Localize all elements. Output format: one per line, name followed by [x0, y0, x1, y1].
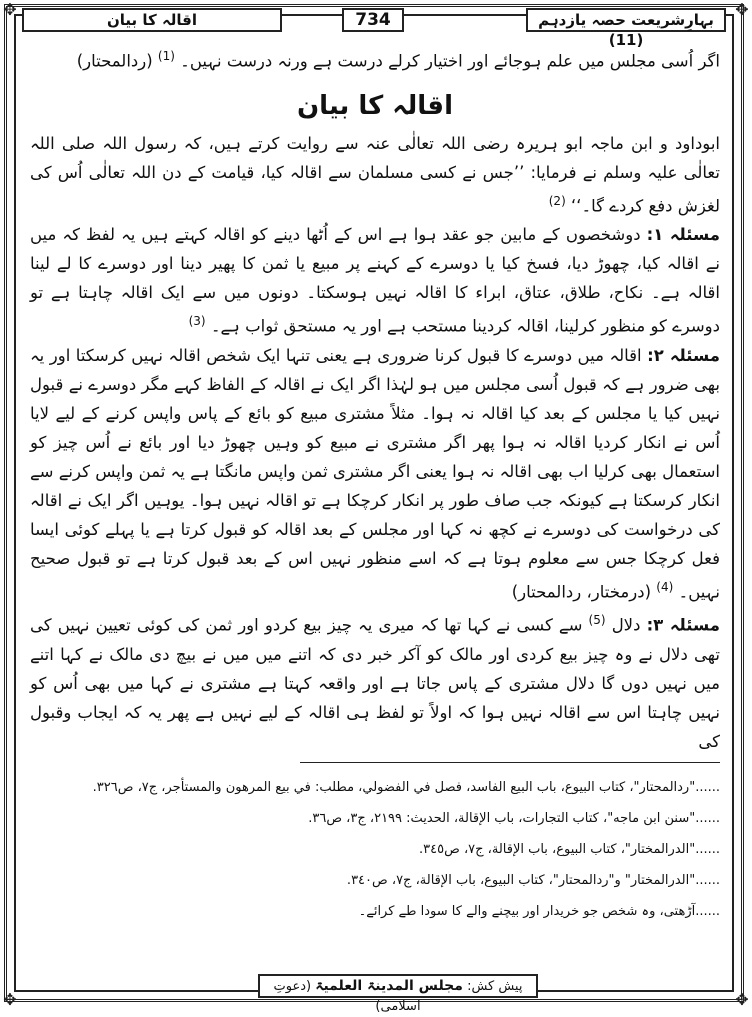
- publisher-name: مجلس المدینۃ العلمیۃ: [315, 978, 463, 994]
- page-header: [22, 6, 726, 49]
- corner-ornament-icon: ✥: [3, 990, 17, 1009]
- page-number: 734: [342, 8, 404, 32]
- publisher-prefix: پیش کش:: [467, 979, 523, 994]
- page-body: [30, 42, 720, 756]
- top-paragraph: [30, 42, 720, 76]
- footnotes: [60, 772, 720, 927]
- masla-text: اقالہ میں دوسرے کا قبول کرنا ضروری ہے یعنی تنہا ایک شخص اقالہ نہیں کرسکتا اور یہ بھی ضرور ہے کہ قبول اُسی مجلس میں ہو لہٰذا اگر ایک نے اقالہ کے الفاظ کہے مگر دوسرے نے قبول نہیں کیا یا مجلس کے بعد کیا اقالہ نہ ہوا۔ مثلاً مشتری مبیع کو بائع کے پاس واپس کرنے کے لیے لایا اُس نے انکار کردیا اقالہ نہ ہوا پھر اگر مشتری نے مبیع کو وہیں چھوڑ دیا اور بائع نے اُس چیز کو استعمال بھی کرلیا اب بھی اقالہ نہ ہوا یعنی اگر مشتری ثمن واپس مانگتا ہے یہ ثمن واپس کرنے سے انکار کرسکتا ہے کیونکہ جب صاف طور پر انکار کرچکا ہے تو اقالہ نہیں ہوا۔ یوہیں اگر ایک نے اقالہ کی درخواست کی دوسرے نے کچھ نہ کہا اور مجلس کے بعد اقالہ کو قبول کرتا ہے یا پہلے کوئی ایسا فعل کرچکا جس سے معلوم ہوتا ہے کہ اسے منظور نہیں اس کے بعد قبول کرتا ہے تو قبول صحیح نہیں۔: [30, 345, 720, 601]
- source-citation: (درمختار، ردالمحتار): [511, 582, 652, 601]
- masla-label: مسئلہ ۳:: [646, 615, 721, 635]
- masla-2: [30, 341, 720, 607]
- footnote-separator: [300, 762, 720, 763]
- footnote-ref: (3): [188, 314, 206, 328]
- source-citation: (ردالمحتار): [76, 51, 153, 71]
- footnote-ref: (5): [588, 613, 606, 627]
- corner-ornament-icon: ✥: [735, 990, 749, 1009]
- masla-label: مسئلہ ۱:: [646, 225, 721, 244]
- masla-3: [30, 606, 720, 756]
- top-line-text: اگر اُسی مجلس میں علم ہوجائے اور اختیار کرلے درست ہے ورنہ درست نہیں۔: [180, 51, 720, 71]
- footnote-ref: (4): [656, 579, 674, 594]
- page-footer: [22, 974, 726, 1014]
- masla-1: [30, 220, 720, 341]
- publisher-box: [258, 974, 538, 1014]
- footnote: ......"سنن ابن ماجه"، كتاب التجارات، باب الإقالة، الحديث: ٢١٩٩، ج٣، ص٣٦.: [308, 811, 720, 826]
- footnote: ......آڑھتی، وہ شخص جو خریدار اور بیچنے والے کا سودا طے کرائے۔: [358, 904, 720, 919]
- masla-pre: دلال: [611, 615, 641, 635]
- corner-ornament-icon: ✥: [3, 0, 17, 19]
- corner-ornament-icon: ✥: [735, 0, 749, 19]
- footnote-ref: (1): [157, 49, 175, 63]
- footnote-ref: (2): [548, 193, 566, 208]
- footnote: ......"الدرالمختار" و"ردالمحتار"، كتاب البيوع، باب الإقالة، ج٧، ص٣٤٠.: [346, 873, 720, 888]
- publisher-suffix: (دعوتِ اسلامی): [273, 979, 421, 1014]
- masla-label: مسئلہ ۲:: [647, 345, 721, 365]
- masla-text: دوشخصوں کے مابین جو عقد ہوا ہے اس کے اُٹھا دینے کو اقالہ کہتے ہیں یہ لفظ کہ میں نے اقالہ کیا، چھوڑ دیا، فسخ کیا یا دوسرے کے کہنے پر مبیع یا ثمن کا پھیر دینا اور دوسرے کا لے لینا اقالہ ہے۔ نکاح، طلاق، عتاق، ابراء کا اقالہ نہیں ہوسکتا۔ دونوں میں سے ایک اقالہ چاہتا ہے تو دوسرے کو منظور کرلینا، اقالہ کردینا مستحب ہے اور یہ مستحق ثواب ہے۔: [30, 225, 720, 336]
- masla-text: سے کسی نے کہا تھا کہ میری یہ چیز بیع کردو اور ثمن کی کوئی تعیین نہیں کی تھی دلال نے وہ چیز بیع کردی اور مالک کو آکر خبر دی کہ اتنے میں میں نے بیچ دی مالک نے کہا اتنے میں نہیں دوں گا دلال مشتری کے پاس جاتا ہے اور واقعہ کہتا ہے مشتری نے کہا میں بھی اُس کو نہیں چاہتا اس سے اقالہ نہیں ہوا کہ اولاً تو لفظ ہی اقالہ کے لیے نہیں ہے پھر یہ کہ ایجاب وقبول کی: [30, 615, 720, 751]
- section-title: اقالہ کا بیان: [296, 90, 453, 121]
- book-title: بہارِشریعت حصہ یازدہم (11): [526, 8, 726, 32]
- chapter-title: اقالہ کا بیان: [22, 8, 282, 32]
- hadith-paragraph: [30, 129, 720, 221]
- hadith-text: ابوداود و ابن ماجہ ابو ہریرہ رضی اللہ تعالٰی عنہ سے روایت کرتے ہیں، کہ رسول اللہ صلی اللہ تعالٰی علیہ وسلم نے فرمایا: ’’جس نے کسی مسلمان سے اقالہ کیا، قیامت کے دن اللہ تعالٰی اُس کی لغزش دفع کردے گا۔‘‘: [30, 133, 720, 215]
- footnote: ......"الدرالمختار"، كتاب البيوع، باب الإقالة، ج٧، ص٣٤٥.: [419, 842, 720, 857]
- footnote: ......"ردالمحتار"، كتاب البيوع، باب البيع الفاسد، فصل في الفضولي، مطلب: في بيع المرهون والمستأجر، ج٧، ص٣٢٦.: [92, 780, 720, 795]
